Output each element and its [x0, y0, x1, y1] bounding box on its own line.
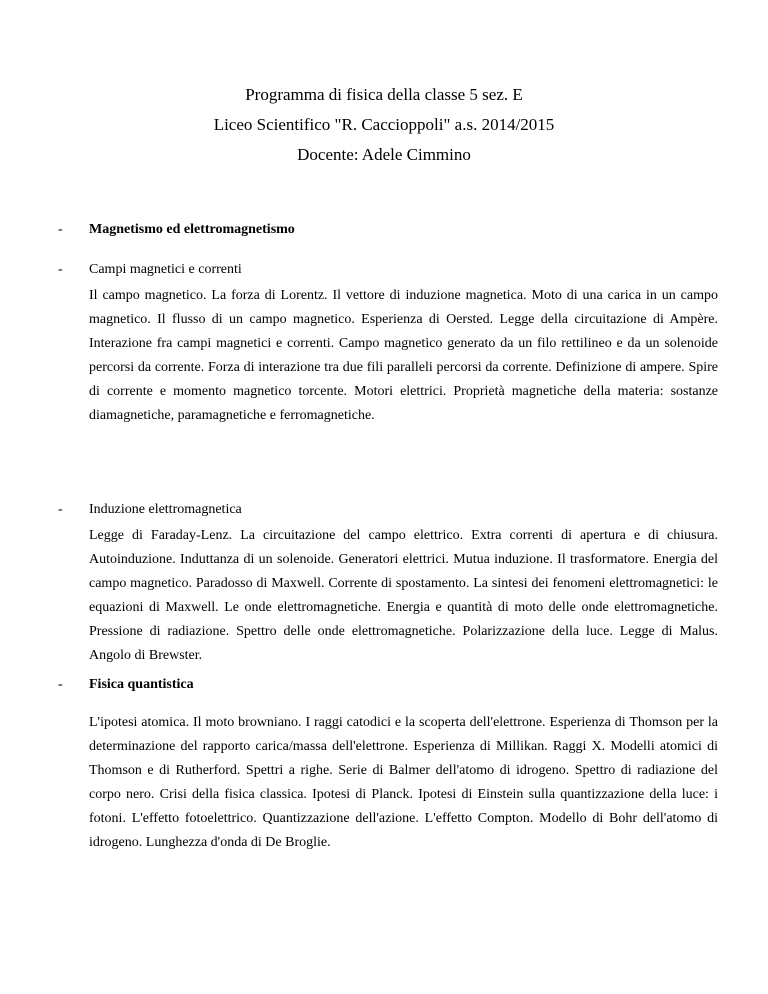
bullet-dash: - [58, 677, 63, 692]
section-body: Il campo magnetico. La forza di Lorentz. Il vettore di induzione magnetica. Moto di una carica in un campo magnetico. Il flusso di un campo magnetico. Esperienza di Oersted. Legge della circuitazione di Ampère. Interazione fra campi magnetici e correnti. Campo magnetico generato da un filo rettilineo e da un solenoide percorsi da corrente. Forza di interazione tra due fili paralleli percorsi da corrente. Definizione di ampere. Spire di corrente e momento magnetico torcente. Motori elettrici. Proprietà magnetiche della materia: sostanze diamagnetiche, paramagnetiche e ferromagnetiche. [89, 288, 718, 423]
section-body: L'ipotesi atomica. Il moto browniano. I raggi catodici e la scoperta dell'elettrone. Esperienza di Thomson per la determinazione del rapporto carica/massa dell'elettrone. Esperienza di Millikan. Raggi X. Modelli atomici di Thomson e di Rutherford. Spettri a righe. Serie di Balmer dell'atomo di idrogeno. Spettro di radiazione del corpo nero. Crisi della fisica classica. Ipotesi di Planck. Ipotesi di Einstein sulla quantizzazione della luce: i fotoni. L'effetto fotoelettrico. Quantizzazione dell'azione. L'effetto Compton. Modello di Bohr dell'atomo di idrogeno. Lunghezza d'onda di De Broglie. [89, 715, 718, 850]
section-title: Induzione elettromagnetica [89, 502, 242, 517]
bullet-dash: - [58, 502, 63, 517]
teacher-line: Docente: Adele Cimmino [297, 145, 471, 164]
section-body: Legge di Faraday-Lenz. La circuitazione del campo elettrico. Extra correnti di apertura e di chiusura. Autoinduzione. Induttanza di un solenoide. Generatori elettrici. Mutua induzione. Il trasformatore. Energia del campo magnetico. Paradosso di Maxwell. Corrente di spostamento. La sintesi dei fenomeni elettromagnetici: le equazioni di Maxwell. Le onde elettromagnetiche. Energia e quantità di moto delle onde elettromagnetiche. Pressione di radiazione. Spettro delle onde elettromagnetiche. Polarizzazione della luce. Legge di Malus. Angolo di Brewster. [89, 528, 718, 663]
program-title: Programma di fisica della classe 5 sez. E [245, 85, 523, 104]
bullet-dash: - [58, 262, 63, 277]
section-title: Fisica quantistica [89, 677, 194, 692]
section-title: Campi magnetici e correnti [89, 262, 242, 277]
section-title: Magnetismo ed elettromagnetismo [89, 222, 295, 237]
document-header [0, 80, 768, 170]
school-line: Liceo Scientifico "R. Caccioppoli" a.s. 2014/2015 [213, 115, 555, 134]
bullet-dash: - [58, 222, 63, 237]
